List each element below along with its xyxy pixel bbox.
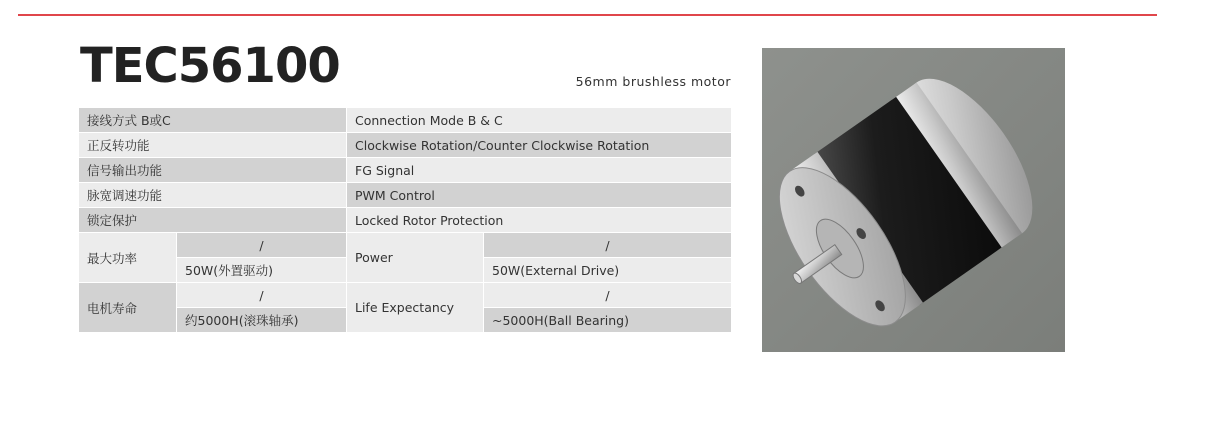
spec-cn-pwm: 脉宽调速功能 bbox=[79, 183, 346, 207]
spec-row-life bbox=[79, 283, 731, 332]
spec-row-signal bbox=[79, 158, 731, 182]
power-cn-label: 最大功率 bbox=[79, 233, 176, 282]
spec-en-rotation: Clockwise Rotation/Counter Clockwise Rotation bbox=[347, 133, 731, 157]
spec-en-protection: Locked Rotor Protection bbox=[347, 208, 731, 232]
power-en-top: / bbox=[484, 233, 731, 257]
power-en-bottom: 50W(External Drive) bbox=[484, 258, 731, 282]
life-cn-bottom: 约5000H(滚珠轴承) bbox=[177, 308, 346, 332]
spec-row-connection bbox=[79, 108, 731, 132]
power-cn-top: / bbox=[177, 233, 346, 257]
motor-product-photo bbox=[762, 48, 1065, 352]
life-cn-top: / bbox=[177, 283, 346, 307]
life-en-top: / bbox=[484, 283, 731, 307]
motor-image bbox=[762, 48, 1065, 352]
spec-en-connection: Connection Mode B & C bbox=[347, 108, 731, 132]
product-model-title: TEC56100 bbox=[80, 38, 340, 94]
spec-table bbox=[79, 108, 731, 333]
spec-cn-signal: 信号输出功能 bbox=[79, 158, 346, 182]
top-divider-line bbox=[18, 14, 1157, 16]
power-cn-bottom: 50W(外置驱动) bbox=[177, 258, 346, 282]
spec-row-rotation bbox=[79, 133, 731, 157]
life-cn-label: 电机寿命 bbox=[79, 283, 176, 332]
life-en-bottom: ~5000H(Ball Bearing) bbox=[484, 308, 731, 332]
spec-en-signal: FG Signal bbox=[347, 158, 731, 182]
spec-row-protection bbox=[79, 208, 731, 232]
spec-cn-connection: 接线方式 B或C bbox=[79, 108, 346, 132]
spec-row-power bbox=[79, 233, 731, 282]
life-en-label: Life Expectancy bbox=[347, 283, 483, 332]
spec-row-pwm bbox=[79, 183, 731, 207]
spec-cn-protection: 锁定保护 bbox=[79, 208, 346, 232]
power-en-label: Power bbox=[347, 233, 483, 282]
spec-en-pwm: PWM Control bbox=[347, 183, 731, 207]
product-subtitle: 56mm brushless motor bbox=[575, 74, 731, 89]
spec-cn-rotation: 正反转功能 bbox=[79, 133, 346, 157]
